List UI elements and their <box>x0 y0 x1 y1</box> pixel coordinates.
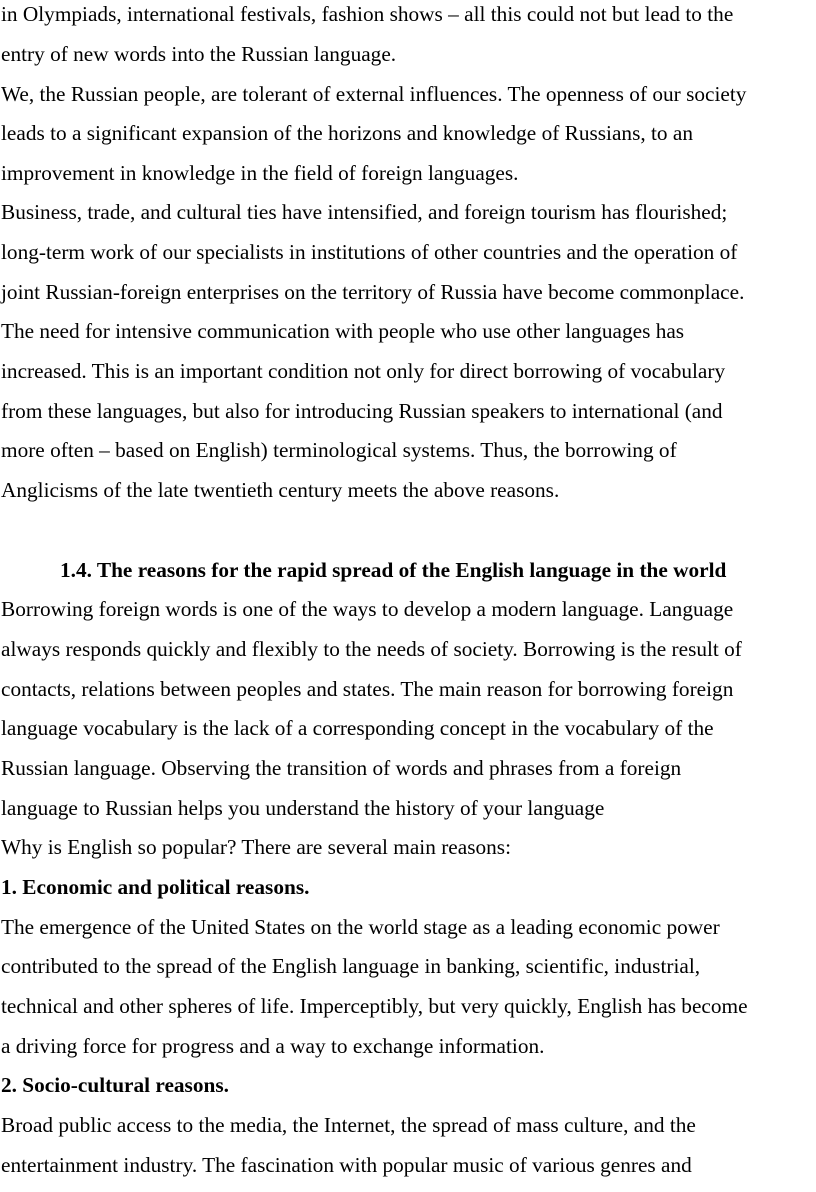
text-line: long-term work of our specialists in institutions of other countries and the operation of <box>1 240 738 264</box>
text-line: Russian language. Observing the transition of words and phrases from a foreign <box>1 756 682 780</box>
text-line: improvement in knowledge in the field of foreign languages. <box>1 161 519 185</box>
text-line: entertainment industry. The fascination with popular music of various genres and <box>1 1153 692 1177</box>
text-line: The need for intensive communication with people who use other languages has <box>1 319 685 343</box>
text-line: entry of new words into the Russian language. <box>1 42 397 66</box>
question-line: Why is English so popular? There are several main reasons: <box>1 835 511 859</box>
text-line: contributed to the spread of the English language in banking, scientific, industrial, <box>1 954 701 978</box>
text-line: joint Russian-foreign enterprises on the territory of Russia have become commonplace. <box>1 280 745 304</box>
text-line: language vocabulary is the lack of a corresponding concept in the vocabulary of the <box>1 716 714 740</box>
text-line: Broad public access to the media, the Internet, the spread of mass culture, and the <box>1 1113 696 1137</box>
text-line: always responds quickly and flexibly to the needs of society. Borrowing is the result of <box>1 637 742 661</box>
text-line: Borrowing foreign words is one of the ways to develop a modern language. Language <box>1 597 734 621</box>
reason-heading-sociocultural: 2. Socio-cultural reasons. <box>1 1073 229 1097</box>
text-line: technical and other spheres of life. Imperceptibly, but very quickly, English has become <box>1 994 748 1018</box>
text-line: increased. This is an important condition not only for direct borrowing of vocabulary <box>1 359 726 383</box>
text-line: more often – based on English) terminological systems. Thus, the borrowing of <box>1 438 677 462</box>
section-heading: 1.4. The reasons for the rapid spread of the English language in the world <box>60 558 727 582</box>
text-line: contacts, relations between peoples and states. The main reason for borrowing foreign <box>1 677 734 701</box>
text-line: leads to a significant expansion of the horizons and knowledge of Russians, to an <box>1 121 694 145</box>
text-line: Business, trade, and cultural ties have intensified, and foreign tourism has flourished; <box>1 200 728 224</box>
reason-heading-economic: 1. Economic and political reasons. <box>1 875 310 899</box>
text-line: We, the Russian people, are tolerant of external influences. The openness of our society <box>1 82 747 106</box>
text-line: The emergence of the United States on the world stage as a leading economic power <box>1 915 720 939</box>
text-line: from these languages, but also for introducing Russian speakers to international (and <box>1 399 723 423</box>
text-line: language to Russian helps you understand the history of your language <box>1 796 605 820</box>
text-line: in Olympiads, international festivals, fashion shows – all this could not but lead to the <box>1 2 734 26</box>
text-line: Anglicisms of the late twentieth century meets the above reasons. <box>1 478 560 502</box>
text-line: a driving force for progress and a way to exchange information. <box>1 1034 545 1058</box>
